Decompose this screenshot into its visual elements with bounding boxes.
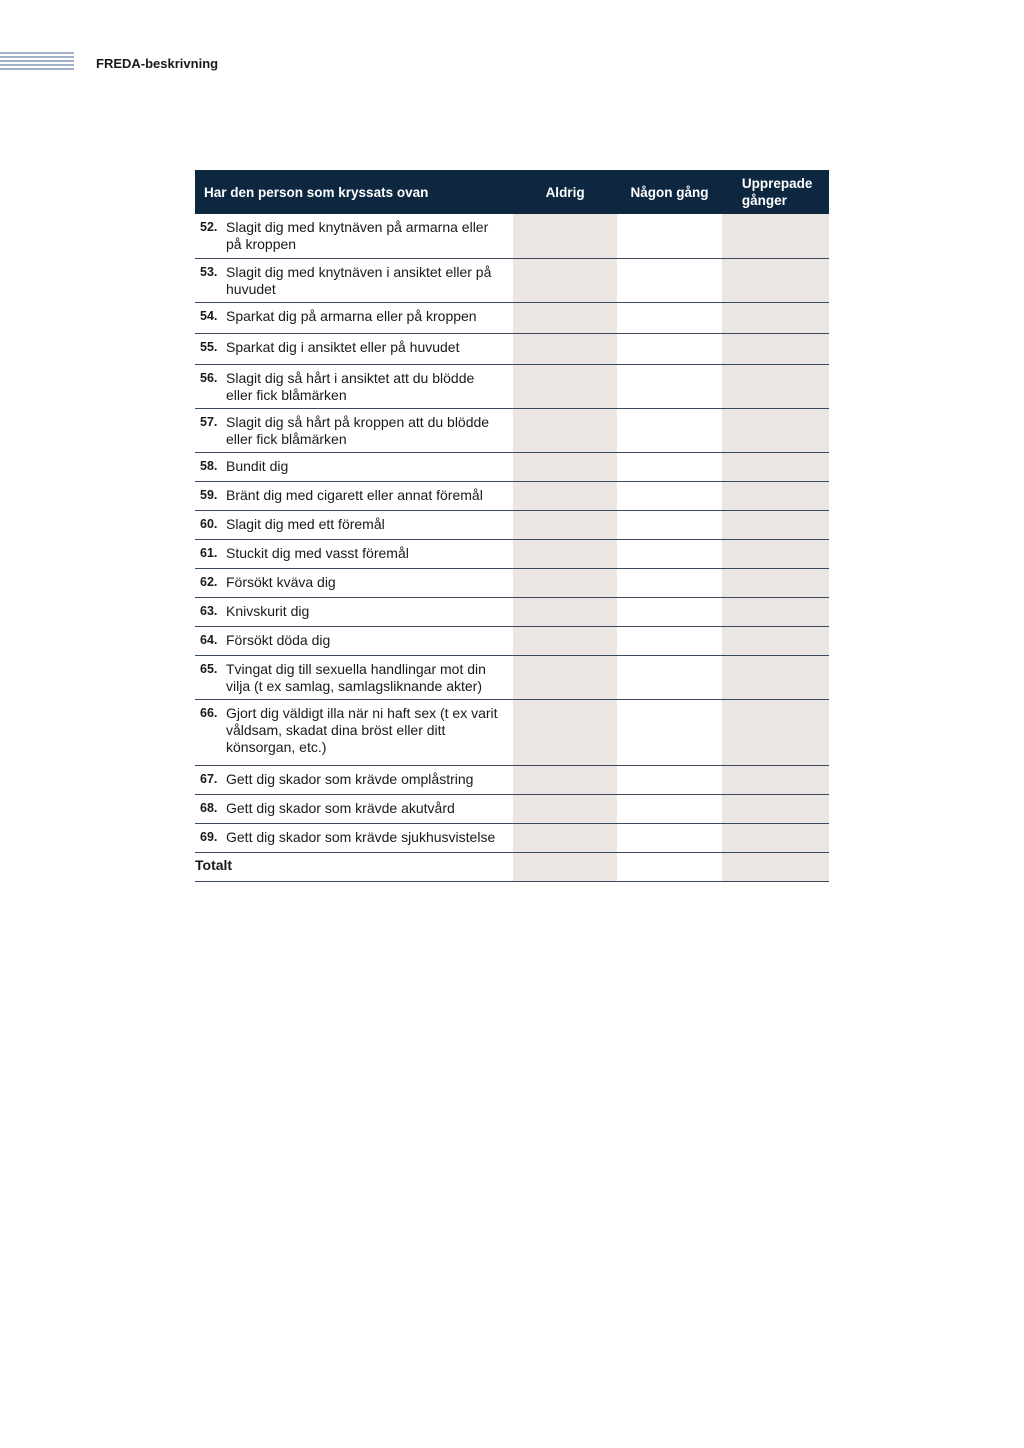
question-text: Slagit dig med ett föremål bbox=[226, 515, 385, 532]
table-row bbox=[195, 765, 829, 794]
nagon-gang-answer-cell[interactable] bbox=[617, 258, 722, 302]
question-text: Slagit dig så hårt i ansiktet att du blödde eller fick blåmärken bbox=[226, 369, 475, 403]
question-cell bbox=[195, 626, 513, 655]
table-row bbox=[195, 823, 829, 852]
upprepade-answer-cell[interactable] bbox=[722, 333, 829, 364]
upprepade-label: Upprepade gånger bbox=[741, 176, 813, 208]
question-number: 61. bbox=[200, 545, 218, 560]
question-text: Slagit dig med knytnäven i ansiktet eller på huvudet bbox=[226, 263, 492, 297]
aldrig-answer-cell[interactable] bbox=[513, 699, 617, 765]
aldrig-answer-cell[interactable] bbox=[513, 302, 617, 333]
question-number: 57. bbox=[200, 414, 218, 429]
question-wrap bbox=[200, 632, 503, 649]
upprepade-answer-cell[interactable] bbox=[722, 539, 829, 568]
table-header-row bbox=[195, 170, 829, 214]
question-text: Bundit dig bbox=[226, 457, 289, 474]
table-row bbox=[195, 452, 829, 481]
upprepade-total-cell[interactable] bbox=[722, 852, 829, 881]
nagon-gang-answer-cell[interactable] bbox=[617, 364, 722, 408]
question-column-header: Har den person som kryssats ovan bbox=[195, 170, 513, 214]
aldrig-answer-cell[interactable] bbox=[513, 364, 617, 408]
question-text: Försökt kväva dig bbox=[226, 573, 336, 590]
aldrig-answer-cell[interactable] bbox=[513, 481, 617, 510]
upprepade-answer-cell[interactable] bbox=[722, 258, 829, 302]
question-text: Sparkat dig på armarna eller på kroppen bbox=[226, 307, 477, 324]
aldrig-answer-cell[interactable] bbox=[513, 794, 617, 823]
question-text: Gett dig skador som krävde akutvård bbox=[226, 799, 455, 816]
table-row bbox=[195, 481, 829, 510]
nagon-gang-column-header: Någon gång bbox=[617, 170, 722, 214]
aldrig-answer-cell[interactable] bbox=[513, 655, 617, 699]
aldrig-answer-cell[interactable] bbox=[513, 568, 617, 597]
question-wrap bbox=[200, 219, 503, 253]
table-row bbox=[195, 408, 829, 452]
aldrig-answer-cell[interactable] bbox=[513, 626, 617, 655]
nagon-gang-answer-cell[interactable] bbox=[617, 214, 722, 258]
question-text: Slagit dig med knytnäven på armarna eller på kroppen bbox=[226, 219, 489, 252]
question-cell bbox=[195, 481, 513, 510]
nagon-gang-answer-cell[interactable] bbox=[617, 408, 722, 452]
question-text: Bränt dig med cigarett eller annat föremål bbox=[226, 486, 483, 503]
nagon-gang-answer-cell[interactable] bbox=[617, 823, 722, 852]
question-number: 66. bbox=[200, 705, 218, 720]
aldrig-answer-cell[interactable] bbox=[513, 539, 617, 568]
question-wrap bbox=[200, 414, 503, 448]
upprepade-answer-cell[interactable] bbox=[722, 765, 829, 794]
aldrig-answer-cell[interactable] bbox=[513, 597, 617, 626]
question-cell bbox=[195, 765, 513, 794]
question-text: Tvingat dig till sexuella handlingar mot din vilja (t ex samlag, samlagsliknande akter) bbox=[226, 660, 486, 694]
nagon-gang-answer-cell[interactable] bbox=[617, 568, 722, 597]
upprepade-answer-cell[interactable] bbox=[722, 823, 829, 852]
upprepade-answer-cell[interactable] bbox=[722, 408, 829, 452]
question-cell bbox=[195, 258, 513, 302]
table-row bbox=[195, 794, 829, 823]
question-wrap bbox=[200, 545, 503, 562]
table-row bbox=[195, 258, 829, 302]
question-wrap bbox=[200, 458, 503, 475]
nagon-gang-answer-cell[interactable] bbox=[617, 626, 722, 655]
question-cell bbox=[195, 302, 513, 333]
question-number: 55. bbox=[200, 339, 218, 354]
nagon-gang-total-cell[interactable] bbox=[617, 852, 722, 881]
aldrig-answer-cell[interactable] bbox=[513, 333, 617, 364]
upprepade-answer-cell[interactable] bbox=[722, 568, 829, 597]
table-row bbox=[195, 568, 829, 597]
question-wrap bbox=[200, 574, 503, 591]
upprepade-answer-cell[interactable] bbox=[722, 794, 829, 823]
nagon-gang-answer-cell[interactable] bbox=[617, 481, 722, 510]
question-wrap bbox=[200, 370, 503, 404]
total-row bbox=[195, 852, 829, 881]
nagon-gang-answer-cell[interactable] bbox=[617, 765, 722, 794]
question-cell bbox=[195, 597, 513, 626]
question-text: Sparkat dig i ansiktet eller på huvudet bbox=[226, 338, 460, 355]
question-cell bbox=[195, 452, 513, 481]
aldrig-answer-cell[interactable] bbox=[513, 823, 617, 852]
nagon-gang-answer-cell[interactable] bbox=[617, 452, 722, 481]
questionnaire-table bbox=[195, 170, 829, 882]
question-wrap bbox=[200, 487, 503, 504]
question-cell bbox=[195, 510, 513, 539]
question-wrap bbox=[200, 829, 503, 846]
nagon-gang-answer-cell[interactable] bbox=[617, 333, 722, 364]
upprepade-answer-cell[interactable] bbox=[722, 364, 829, 408]
upprepade-answer-cell[interactable] bbox=[722, 510, 829, 539]
question-cell bbox=[195, 214, 513, 258]
table-row bbox=[195, 214, 829, 258]
question-number: 54. bbox=[200, 308, 218, 323]
nagon-gang-answer-cell[interactable] bbox=[617, 655, 722, 699]
question-wrap bbox=[200, 800, 503, 817]
question-number: 62. bbox=[200, 574, 218, 589]
question-number: 67. bbox=[200, 771, 218, 786]
question-cell bbox=[195, 655, 513, 699]
question-number: 63. bbox=[200, 603, 218, 618]
question-cell bbox=[195, 333, 513, 364]
question-number: 60. bbox=[200, 516, 218, 531]
question-text: Gett dig skador som krävde omplåstring bbox=[226, 770, 474, 787]
question-cell bbox=[195, 794, 513, 823]
question-text: Slagit dig så hårt på kroppen att du blödde eller fick blåmärken bbox=[226, 413, 490, 447]
aldrig-answer-cell[interactable] bbox=[513, 765, 617, 794]
nagon-gang-answer-cell[interactable] bbox=[617, 794, 722, 823]
question-number: 59. bbox=[200, 487, 218, 502]
total-label: Totalt bbox=[195, 852, 513, 881]
table-row bbox=[195, 333, 829, 364]
table-row bbox=[195, 364, 829, 408]
table-row bbox=[195, 655, 829, 699]
upprepade-answer-cell[interactable] bbox=[722, 452, 829, 481]
nagon-gang-answer-cell[interactable] bbox=[617, 539, 722, 568]
upprepade-answer-cell[interactable] bbox=[722, 655, 829, 699]
question-number: 65. bbox=[200, 661, 218, 676]
question-wrap bbox=[200, 264, 503, 298]
question-cell bbox=[195, 408, 513, 452]
question-wrap bbox=[200, 661, 503, 695]
question-number: 64. bbox=[200, 632, 218, 647]
upprepade-answer-cell[interactable] bbox=[722, 214, 829, 258]
question-cell bbox=[195, 539, 513, 568]
question-number: 58. bbox=[200, 458, 218, 473]
question-wrap bbox=[200, 339, 503, 356]
table-row bbox=[195, 510, 829, 539]
table-row bbox=[195, 626, 829, 655]
upprepade-answer-cell[interactable] bbox=[722, 302, 829, 333]
aldrig-answer-cell[interactable] bbox=[513, 214, 617, 258]
aldrig-column-header: Aldrig bbox=[513, 170, 617, 214]
upprepade-answer-cell[interactable] bbox=[722, 699, 829, 765]
upprepade-column-header bbox=[722, 170, 829, 214]
question-wrap bbox=[200, 308, 503, 325]
aldrig-answer-cell[interactable] bbox=[513, 452, 617, 481]
aldrig-answer-cell[interactable] bbox=[513, 510, 617, 539]
upprepade-answer-cell[interactable] bbox=[722, 597, 829, 626]
table-row bbox=[195, 539, 829, 568]
table-row bbox=[195, 699, 829, 765]
page-header-title: FREDA-beskrivning bbox=[96, 56, 219, 71]
question-text: Gett dig skador som krävde sjukhusvistelse bbox=[226, 828, 496, 845]
aldrig-answer-cell[interactable] bbox=[513, 258, 617, 302]
nagon-gang-answer-cell[interactable] bbox=[617, 597, 722, 626]
question-wrap bbox=[200, 771, 503, 788]
question-cell bbox=[195, 568, 513, 597]
question-cell bbox=[195, 364, 513, 408]
table-row bbox=[195, 597, 829, 626]
question-text: Försökt döda dig bbox=[226, 631, 331, 648]
question-number: 68. bbox=[200, 800, 218, 815]
nagon-gang-answer-cell[interactable] bbox=[617, 699, 722, 765]
question-number: 69. bbox=[200, 829, 218, 844]
upprepade-answer-cell[interactable] bbox=[722, 481, 829, 510]
upprepade-answer-cell[interactable] bbox=[722, 626, 829, 655]
question-wrap bbox=[200, 705, 503, 756]
question-number: 52. bbox=[200, 220, 218, 234]
question-wrap bbox=[200, 603, 503, 620]
aldrig-total-cell[interactable] bbox=[513, 852, 617, 881]
question-text: Gjort dig väldigt illa när ni haft sex (t ex varit våldsam, skadat dina bröst eller ditt könsorgan, etc.) bbox=[226, 704, 498, 755]
question-number: 53. bbox=[200, 264, 218, 279]
nagon-gang-answer-cell[interactable] bbox=[617, 510, 722, 539]
question-cell bbox=[195, 823, 513, 852]
question-cell bbox=[195, 699, 513, 765]
question-number: 56. bbox=[200, 370, 218, 385]
question-text: Stuckit dig med vasst föremål bbox=[226, 544, 409, 561]
table-row bbox=[195, 302, 829, 333]
question-text: Knivskurit dig bbox=[226, 602, 310, 619]
header-stripes-decoration bbox=[0, 52, 74, 72]
nagon-gang-answer-cell[interactable] bbox=[617, 302, 722, 333]
question-wrap bbox=[200, 516, 503, 533]
aldrig-answer-cell[interactable] bbox=[513, 408, 617, 452]
